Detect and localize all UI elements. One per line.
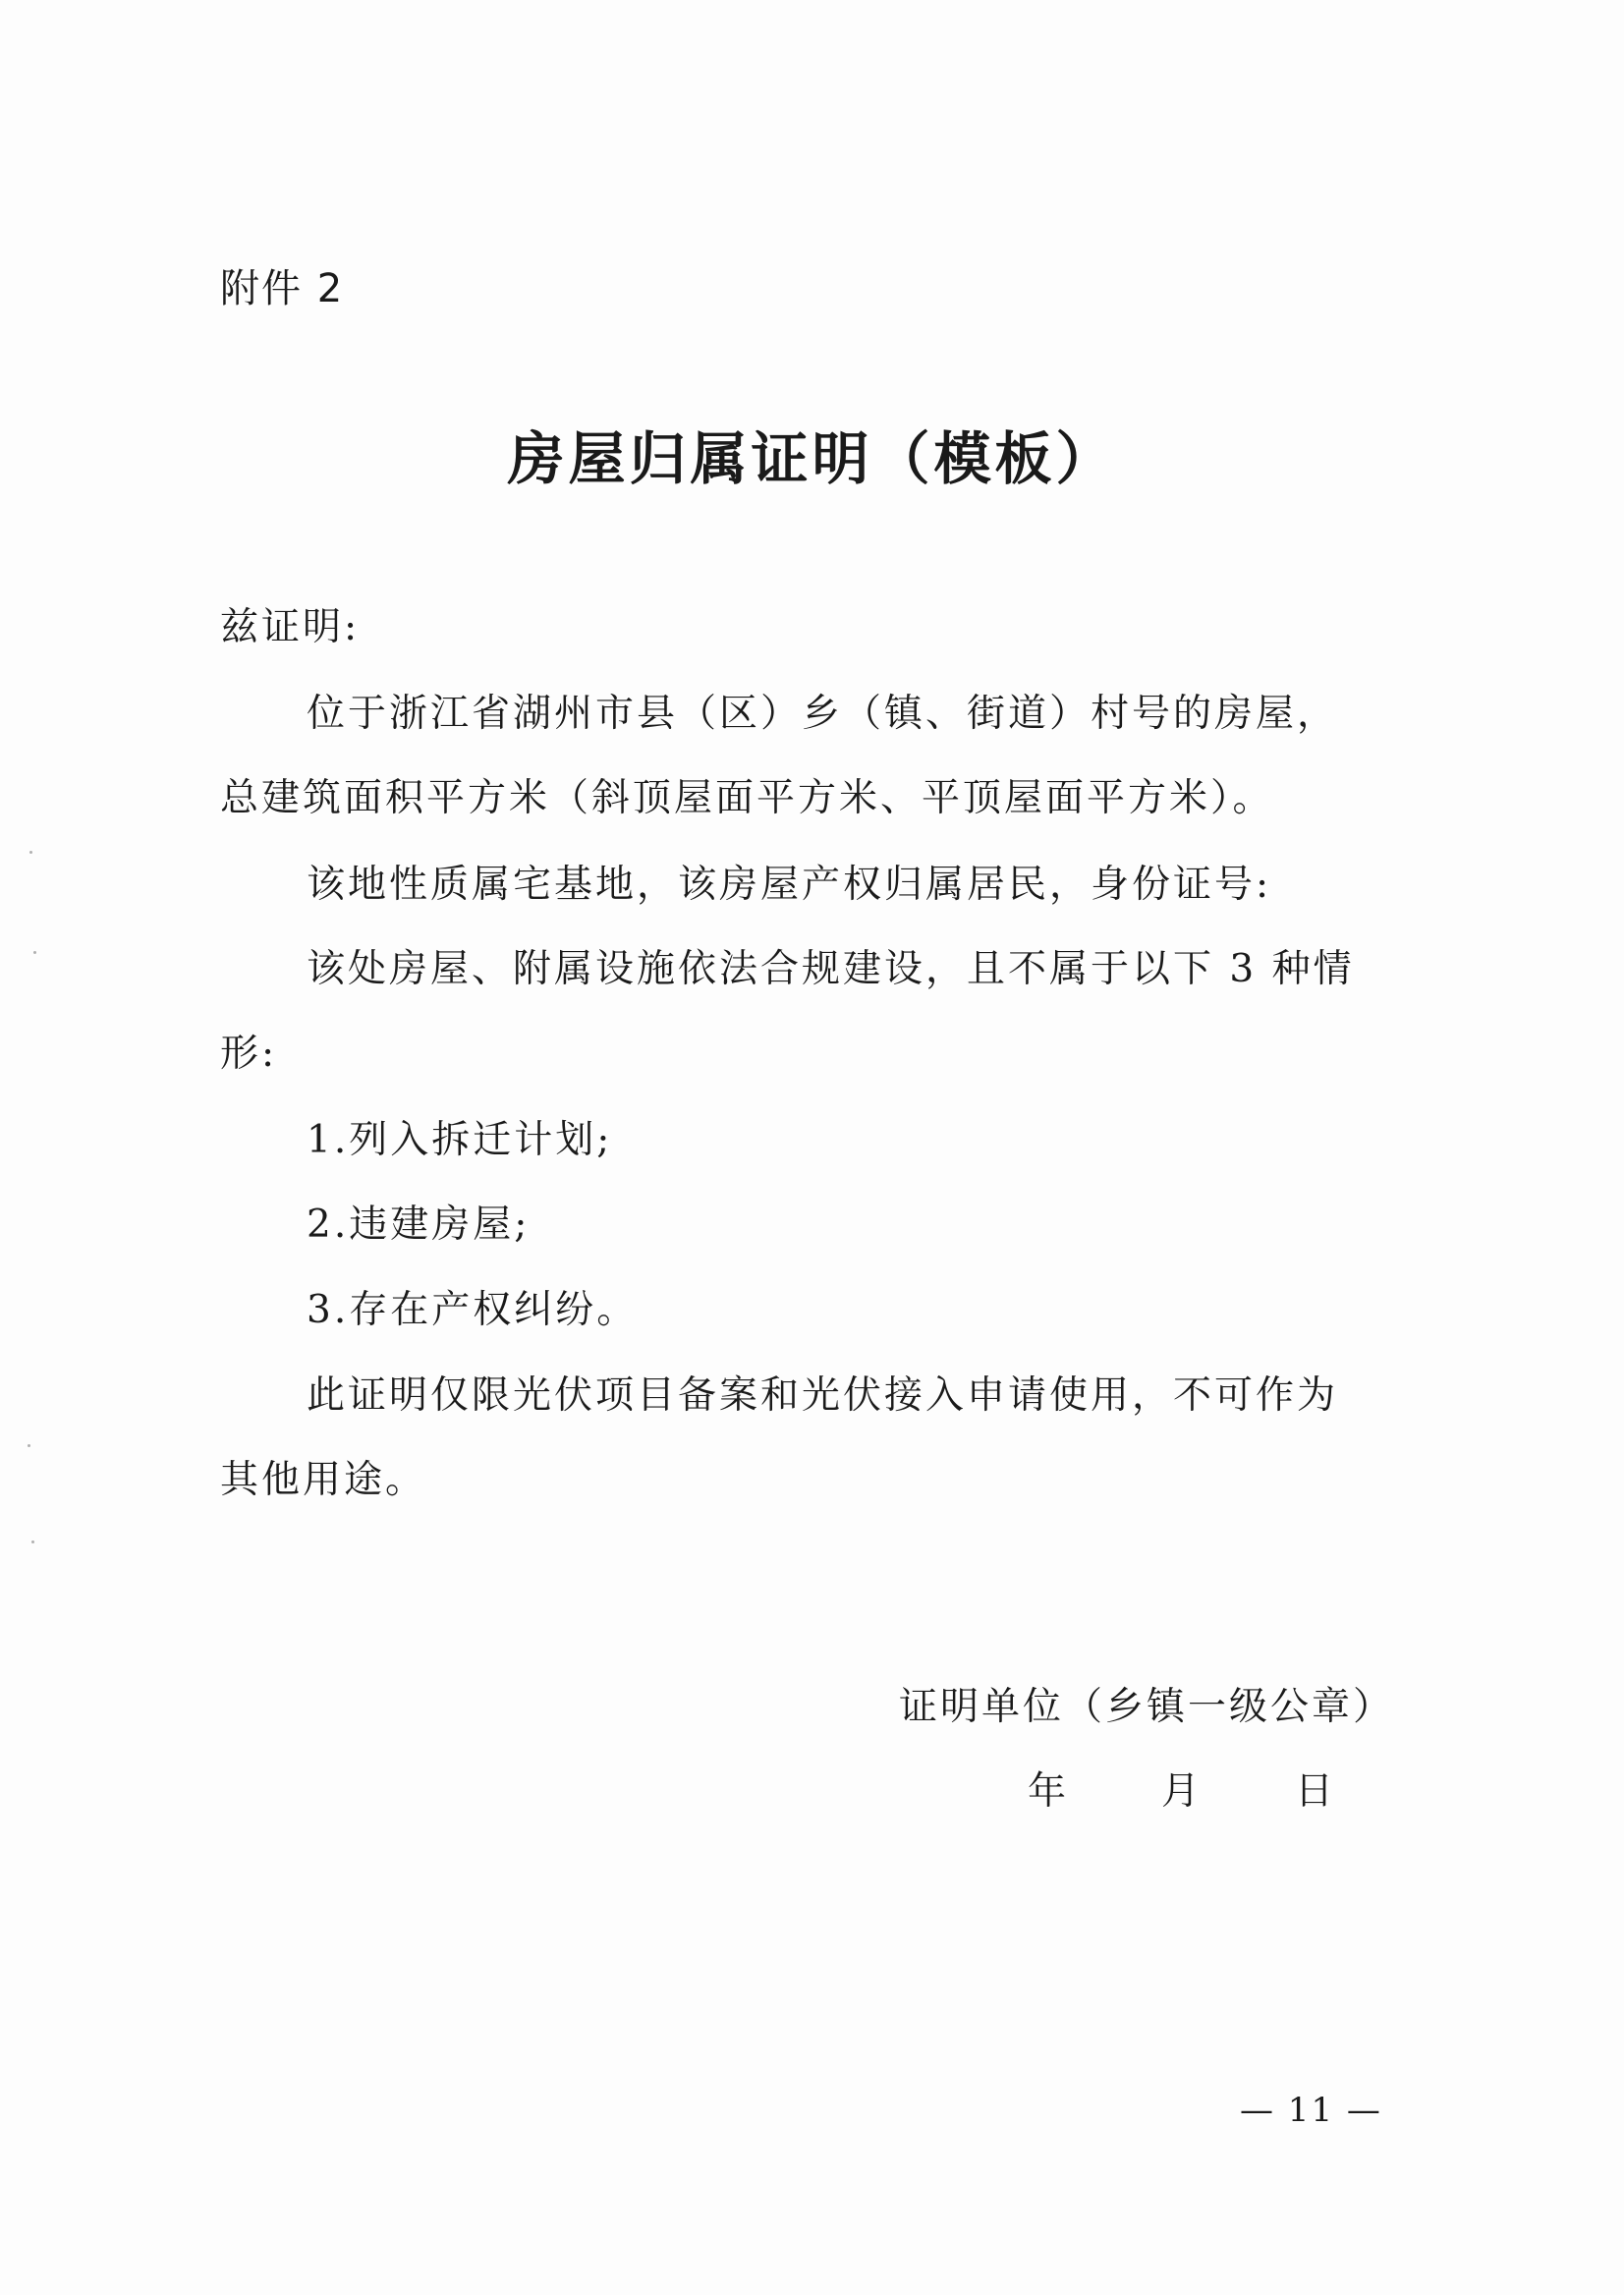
list-item-demolition: 1.列入拆迁计划; — [307, 1118, 613, 1162]
list-item-illegal-building: 2.违建房屋; — [307, 1203, 531, 1247]
body-line-ownership: 该地性质属宅基地，该房屋产权归属居民，身份证号: — [307, 863, 1272, 907]
scan-artifact — [29, 851, 32, 854]
body-line-usage-restriction: 此证明仅限光伏项目备案和光伏接入申请使用，不可作为 — [307, 1373, 1339, 1418]
body-line-area: 总建筑面积平方米（斜顶屋面平方米、平顶屋面平方米）。 — [220, 776, 1274, 820]
scan-artifact — [31, 1540, 34, 1543]
date-year-label: 年 — [1028, 1769, 1067, 1814]
date-day-label: 日 — [1295, 1769, 1334, 1814]
body-line-location: 位于浙江省湖州市县（区）乡（镇、街道）村号的房屋， — [307, 692, 1339, 736]
document-title: 房屋归属证明（模板） — [507, 425, 1117, 492]
body-line-compliance-cont: 形: — [220, 1032, 278, 1076]
attachment-label: 附件 2 — [220, 266, 345, 311]
body-line-usage-restriction-cont: 其他用途。 — [220, 1458, 427, 1502]
page-number: — 11 — — [1240, 2091, 1382, 2130]
salutation: 兹证明: — [220, 605, 361, 649]
date-month-label: 月 — [1161, 1769, 1201, 1814]
body-line-compliance: 该处房屋、附属设施依法合规建设，且不属于以下 3 种情 — [307, 947, 1355, 991]
certifying-unit: 证明单位（乡镇一级公章） — [899, 1685, 1395, 1729]
scan-artifact — [28, 1444, 30, 1447]
list-item-property-dispute: 3.存在产权纠纷。 — [307, 1288, 639, 1332]
scan-artifact — [33, 951, 36, 954]
